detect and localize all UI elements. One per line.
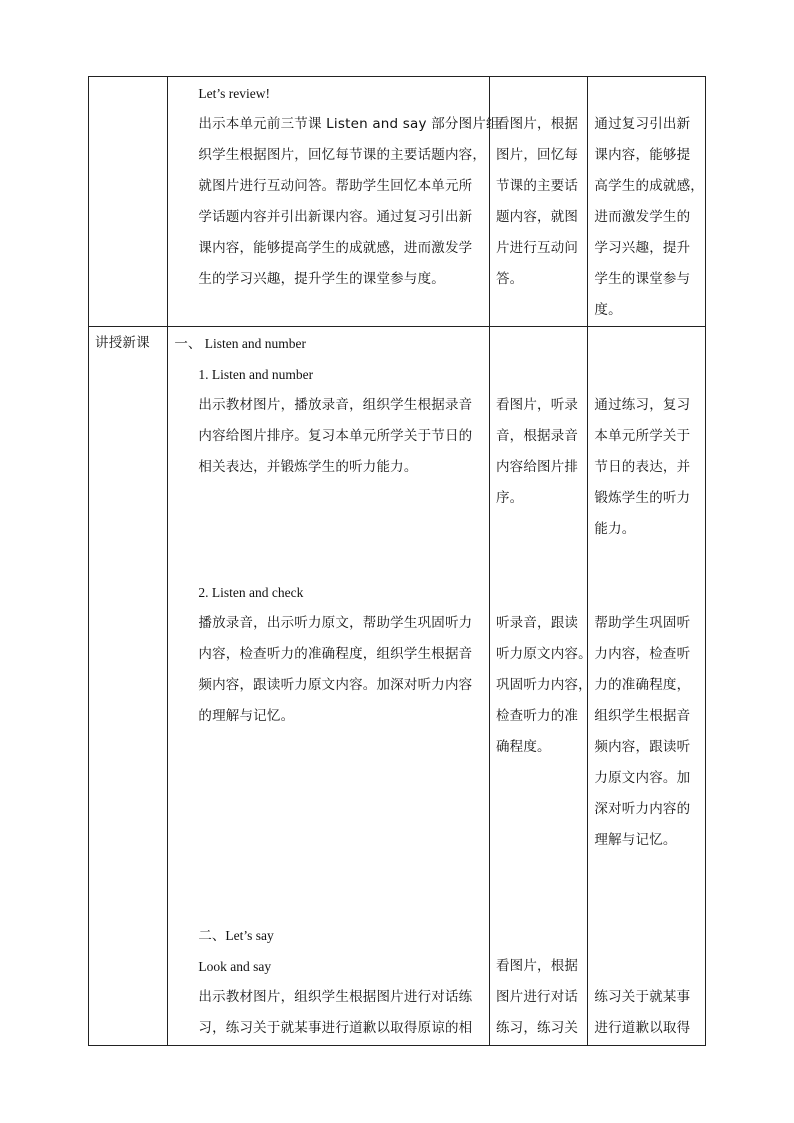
student-activity-cell: [489, 327, 592, 1046]
listen-number-title: 1. Listen and number: [198, 367, 314, 382]
content-line: 出示教材图片，播放录音，组织学生根据录音: [198, 397, 473, 413]
purpose-line: 力的准确程度，: [594, 677, 691, 693]
review-line: 学话题内容并引出新课内容。通过复习引出新: [198, 209, 473, 225]
review-title: Let’s review!: [198, 86, 270, 101]
purpose-line: 课内容，能够提: [594, 147, 691, 163]
student-line: 检查听力的准: [495, 708, 579, 724]
content-line: 内容给图片排序。复习本单元所学关于节日的: [198, 428, 473, 444]
student-line: 答。: [495, 271, 524, 287]
purpose-line: 节日的表达，并: [594, 459, 691, 475]
section-cell: [89, 327, 168, 1046]
listen-check-title: 2. Listen and check: [198, 585, 304, 600]
student-line: 节课的主要话: [495, 178, 579, 194]
teacher-activity-cell: [168, 327, 490, 1046]
teacher-activity-cell: [168, 77, 500, 327]
content-line: 习，练习关于就某事进行道歉以取得原谅的相: [198, 1020, 473, 1036]
look-say-title: Look and say: [198, 959, 272, 974]
design-purpose-cell: [588, 327, 706, 1046]
purpose-line: 学生的课堂参与: [594, 271, 691, 287]
part2-heading: 二、Let’s say: [198, 928, 274, 943]
student-activity-cell: [489, 77, 587, 327]
section-label: 讲授新课: [95, 335, 150, 351]
purpose-line: 深对听力内容的: [594, 801, 691, 817]
design-purpose-cell: [588, 77, 706, 327]
review-line: 生的学习兴趣，提升学生的课堂参与度。: [198, 271, 445, 287]
student-line: 看图片，根据: [495, 958, 579, 974]
purpose-line: 通过复习引出新: [594, 116, 691, 132]
purpose-line: 高学生的成就感，: [594, 178, 705, 194]
purpose-line: 能力。: [594, 521, 636, 537]
student-line: 练习，练习关: [495, 1020, 579, 1036]
purpose-line: 本单元所学关于: [594, 428, 691, 444]
part1-heading: 一、 Listen and number: [174, 336, 306, 351]
content-line: 频内容，跟读听力原文内容。加深对听力内容: [198, 677, 473, 693]
student-line: 片进行互动问: [495, 240, 579, 256]
table-row-review: [89, 77, 706, 327]
student-line: 听力原文内容。: [495, 646, 592, 662]
table-row-new-lesson: [89, 327, 706, 1046]
purpose-line: 理解与记忆。: [594, 832, 677, 848]
student-line: 巩固听力内容，: [495, 677, 592, 693]
purpose-line: 度。: [594, 302, 622, 318]
student-line: 看图片，根据: [495, 116, 579, 132]
review-line: 课内容，能够提高学生的成就感，进而激发学: [198, 240, 473, 256]
purpose-line: 锻炼学生的听力: [594, 490, 691, 506]
student-line: 音，根据录音: [495, 428, 579, 444]
purpose-line: 通过练习，复习: [594, 397, 691, 413]
review-line: 织学生根据图片，回忆每节课的主要话题内容，: [198, 147, 487, 163]
purpose-line: 频内容，跟读听: [594, 739, 691, 755]
purpose-line: 进而激发学生的: [594, 209, 691, 225]
student-line: 题内容，就图: [495, 209, 579, 225]
content-line: 的理解与记忆。: [198, 708, 295, 724]
purpose-line: 帮助学生巩固听: [594, 615, 691, 631]
lesson-plan-table: [88, 76, 706, 1046]
purpose-line: 力内容，检查听: [594, 646, 691, 662]
content-line: 内容，检查听力的准确程度，组织学生根据音: [198, 646, 473, 662]
student-line: 图片，回忆每: [495, 147, 579, 163]
student-line: 确程度。: [495, 739, 551, 755]
purpose-line: 练习关于就某事: [594, 989, 691, 1005]
review-line: 就图片进行互动问答。帮助学生回忆本单元所: [198, 178, 473, 194]
purpose-line: 进行道歉以取得: [594, 1020, 691, 1036]
student-line: 内容给图片排: [495, 459, 579, 475]
purpose-line: 力原文内容。加: [594, 770, 691, 786]
content-line: 出示教材图片，组织学生根据图片进行对话练: [198, 989, 473, 1005]
review-line: 出示本单元前三节课 Listen and say 部分图片组: [198, 116, 500, 132]
content-line: 播放录音，出示听力原文，帮助学生巩固听力: [198, 615, 473, 631]
purpose-line: 学习兴趣，提升: [594, 240, 691, 256]
purpose-line: 组织学生根据音: [594, 708, 691, 724]
student-line: 听录音，跟读: [495, 615, 579, 631]
content-line: 相关表达，并锻炼学生的听力能力。: [198, 459, 418, 475]
student-line: 序。: [495, 490, 524, 506]
student-line: 图片进行对话: [495, 989, 579, 1005]
section-cell-empty: [89, 77, 168, 327]
student-line: 看图片，听录: [495, 397, 579, 413]
